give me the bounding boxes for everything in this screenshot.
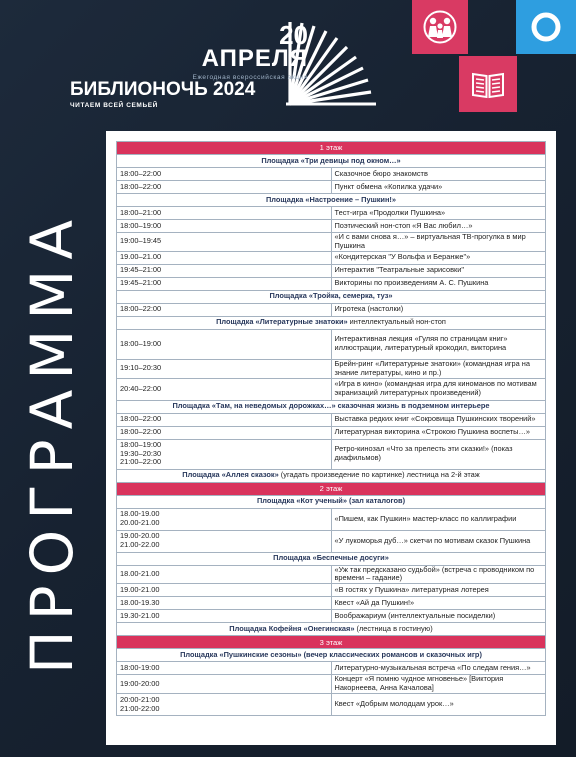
event-row (117, 426, 546, 439)
event-time-cell (117, 303, 332, 316)
event-description: Воображариум (интеллектуальные посиделки) (331, 610, 546, 623)
venue-title: Площадка «Три девицы под окном…» (261, 155, 401, 165)
event-time: 18:00–19:00 (120, 338, 162, 348)
event-row (117, 508, 546, 530)
event-time-cell (117, 675, 332, 694)
event-description: Сказочное бюро знакомств (331, 168, 546, 181)
event-row (117, 303, 546, 316)
venue-title: Площадка «Пушкинские сезоны» (вечер классических романсов и сказочных игр) (180, 649, 482, 659)
event-description: Брейн-ринг «Литературные знатоки» (командная игра на знание литературы, кино и пр.) (331, 359, 546, 378)
event-time: 18:00-19:00 (120, 662, 160, 672)
venue-header-row (117, 552, 546, 565)
logo-brand: БИБЛИОНОЧЬ 2024 (70, 79, 256, 100)
event-time-cell (117, 530, 332, 552)
program-title-text: ПРОГРАММА (18, 209, 86, 675)
venue-title: Площадка «Аллея сказок» (182, 470, 279, 480)
event-row (117, 378, 546, 400)
event-time: 18:00–22:00 (120, 427, 162, 437)
venue-title: Площадка «Беспечные досуги» (273, 553, 389, 563)
logo-subtitle: Ежегодная всероссийская акция (192, 74, 308, 81)
event-row (117, 359, 546, 378)
venue-note: интеллектуальный нон-стоп (347, 317, 446, 327)
floor-header-row (117, 482, 546, 495)
event-description: «Кондитерская "У Вольфа и Беранже"» (331, 251, 546, 264)
event-time: 18:00–22:00 (120, 304, 162, 314)
event-description: Поэтический нон-стоп «Я Вас любил…» (331, 220, 546, 233)
event-description: Игротека (настолки) (331, 303, 546, 316)
event-time-cell (117, 264, 332, 277)
event-time: 18.00-21.00 (120, 568, 160, 578)
program-vertical-title (20, 142, 84, 742)
venue-header-row (117, 316, 546, 329)
event-time-cell (117, 508, 332, 530)
event-row (117, 565, 546, 584)
venue-cell (117, 649, 546, 662)
event-description: Тест-игра «Продолжи Пушкина» (331, 207, 546, 220)
venue-cell (117, 552, 546, 565)
event-time: 19.30-21.00 (120, 610, 160, 620)
venue-header-row (117, 400, 546, 413)
logo-date: 20 (279, 20, 308, 50)
event-time-cell (117, 359, 332, 378)
venue-title: Площадка «Настроение – Пушкин!» (265, 194, 397, 204)
event-time: 21:00-22:00 (120, 703, 160, 713)
event-time-cell (117, 413, 332, 426)
event-time-cell (117, 251, 332, 264)
event-row (117, 662, 546, 675)
event-time-cell (117, 378, 332, 400)
event-description: Квест «Ай да Пушкин!» (331, 597, 546, 610)
venue-header-row (117, 155, 546, 168)
logo-month: АПРЕЛЯ (201, 45, 308, 72)
event-time-cell (117, 220, 332, 233)
event-row (117, 610, 546, 623)
venue-cell (117, 623, 546, 636)
floor-label: 3 этаж (117, 636, 546, 649)
event-time-cell (117, 565, 332, 584)
floor-header-row (117, 142, 546, 155)
event-time-cell (117, 584, 332, 597)
venue-cell (117, 495, 546, 508)
event-row (117, 168, 546, 181)
event-time: 19:45–21:00 (120, 278, 162, 288)
event-time-cell (117, 329, 332, 359)
ring-icon (529, 10, 563, 44)
event-time: 19.00-21.00 (120, 584, 160, 594)
family-icon (422, 10, 458, 44)
event-row (117, 530, 546, 552)
event-time: 19.00–21.00 (120, 252, 162, 262)
venue-note: (угадать произведение по картинке) лестница на 2-й этаж (278, 470, 480, 480)
program-table-body (117, 142, 546, 716)
event-row (117, 277, 546, 290)
event-time-cell (117, 694, 332, 716)
program-table (116, 141, 546, 716)
venue-title: Площадка Кофейня «Онегинская» (229, 623, 355, 633)
event-time-cell (117, 439, 332, 469)
event-description: Интерактивная лекция «Гуляя по страницам книг» иллюстрации, литературный крокодил, викторина (331, 329, 546, 359)
event-time-cell (117, 426, 332, 439)
event-description: «Уж так предсказано судьбой» (встреча с проводником по времени – гадание) (331, 565, 546, 584)
event-time: 18:00–22:00 (120, 181, 162, 191)
event-time: 20:40–22:00 (120, 383, 162, 393)
venue-header-row (117, 469, 546, 482)
event-description: Литературная викторина «Строкою Пушкина воспеты…» (331, 426, 546, 439)
event-row (117, 220, 546, 233)
event-time: 19.00-20.00 (120, 531, 160, 541)
event-time: 18:00–21:00 (120, 207, 162, 217)
event-description: «И с вами снова я…» – виртуальная ТВ-прогулка в мир Пушкина (331, 233, 546, 252)
event-time: 21.00-22.00 (120, 540, 160, 549)
floor-header-row (117, 636, 546, 649)
event-description: «Пишем, как Пушкин» мастер-класс по каллиграфии (331, 508, 546, 530)
book-tile (459, 56, 517, 112)
event-time: 18:00–22:00 (120, 168, 162, 178)
venue-header-row (117, 649, 546, 662)
venue-header-row (117, 495, 546, 508)
venue-cell (117, 290, 546, 303)
open-book-icon (471, 69, 505, 99)
event-row (117, 264, 546, 277)
event-description: Интерактив "Театральные зарисовки" (331, 264, 546, 277)
event-time: 18:00–19:00 (120, 220, 162, 230)
event-description: Пункт обмена «Копилка удачи» (331, 181, 546, 194)
venue-header-row (117, 290, 546, 303)
venue-title: Площадка «Тройка, семерка, туз» (269, 291, 393, 301)
event-row (117, 233, 546, 252)
ring-tile (516, 0, 576, 54)
event-time-cell (117, 181, 332, 194)
event-time: 21:00–22:00 (120, 457, 162, 467)
event-description: Выставка редких книг «Сокровища Пушкинских творений» (331, 413, 546, 426)
venue-cell (117, 155, 546, 168)
event-row (117, 181, 546, 194)
event-time-cell (117, 233, 332, 252)
event-description: Литературно-музыкальная встреча «По следам гения…» (331, 662, 546, 675)
venue-title: Площадка «Кот ученый» (зал каталогов) (256, 496, 406, 506)
event-time: 19:30–20:30 (120, 448, 162, 458)
event-time-cell (117, 610, 332, 623)
event-row (117, 329, 546, 359)
event-time-cell (117, 662, 332, 675)
venue-cell (117, 400, 546, 413)
event-description: «У лукоморья дуб…» скетчи по мотивам сказок Пушкина (331, 530, 546, 552)
event-time-cell (117, 277, 332, 290)
event-description: Концерт «Я помню чудное мгновенье» [Виктория Накорнеева, Анна Качалова] (331, 675, 546, 694)
event-time-cell (117, 597, 332, 610)
event-time: 19:45–21:00 (120, 265, 162, 275)
event-description: «В гостях у Пушкина» литературная лотерея (331, 584, 546, 597)
event-time-cell (117, 207, 332, 220)
event-row (117, 675, 546, 694)
event-row (117, 413, 546, 426)
event-time: 18.00-19.30 (120, 597, 160, 607)
program-card (106, 131, 556, 745)
event-time: 18:00–22:00 (120, 414, 162, 424)
floor-label: 2 этаж (117, 482, 546, 495)
floor-label: 1 этаж (117, 142, 546, 155)
event-time: 19:00-20:00 (120, 678, 160, 688)
event-row (117, 694, 546, 716)
event-row (117, 584, 546, 597)
venue-header-row (117, 623, 546, 636)
family-tile (412, 0, 468, 54)
event-time: 19:00–19:45 (120, 236, 162, 246)
event-time: 18.00-19.00 (120, 509, 160, 519)
event-time-cell (117, 168, 332, 181)
event-description: Викторины по произведениям А. С. Пушкина (331, 277, 546, 290)
venue-title: Площадка «Литературные знатоки» (216, 317, 348, 327)
venue-title: Площадка «Там, на неведомых дорожках…» сказочная жизнь в подземном интерьере (172, 401, 490, 411)
event-row (117, 439, 546, 469)
event-time: 18:00–19:00 (120, 439, 162, 449)
venue-cell (117, 316, 546, 329)
event-time: 20.00-21.00 (120, 518, 160, 527)
bibliotnight-logo (66, 14, 396, 109)
venue-cell (117, 469, 546, 482)
event-description: Квест «Добрым молодцам урок…» (331, 694, 546, 716)
event-row (117, 207, 546, 220)
event-time: 19:10–20:30 (120, 363, 162, 373)
event-time: 20:00-21:00 (120, 694, 160, 704)
event-row (117, 251, 546, 264)
event-description: Ретро-кинозал «Что за прелесть эти сказки!» (показ диафильмов) (331, 439, 546, 469)
logo-slogan: ЧИТАЕМ ВСЕЙ СЕМЬЕЙ (70, 102, 158, 109)
venue-cell (117, 194, 546, 207)
event-row (117, 597, 546, 610)
venue-note: (лестница в гостиную) (354, 623, 433, 633)
event-description: «Игра в кино» (командная игра для киноманов по мотивам экранизаций литературных произведений) (331, 378, 546, 400)
venue-header-row (117, 194, 546, 207)
